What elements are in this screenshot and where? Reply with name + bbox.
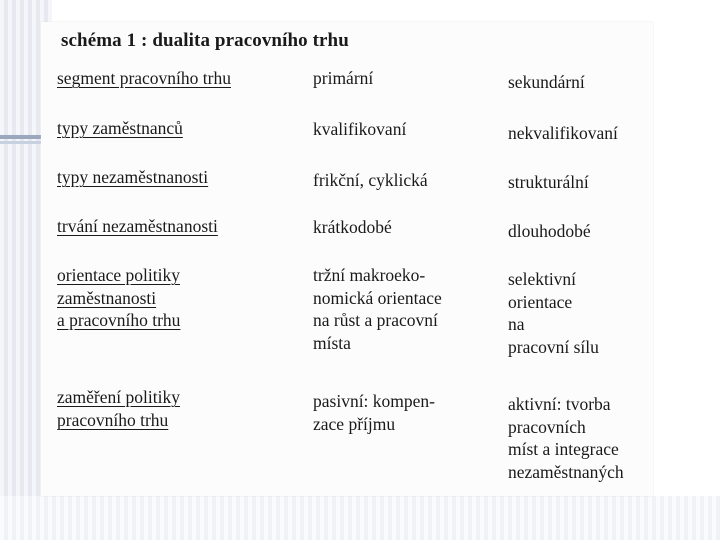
row-label-line: trvání nezaměstnanosti <box>57 216 218 236</box>
cell-line: sekundární <box>508 72 585 92</box>
cell-line: krátkodobé <box>313 217 392 237</box>
cell-line: místa <box>313 332 351 353</box>
cell-line: frikční, cyklická <box>313 170 428 190</box>
row-label-line: zaměstnanosti <box>57 287 157 308</box>
scanned-document <box>41 22 653 496</box>
cell-line: dlouhodobé <box>508 221 591 241</box>
cell-line: nekvalifikovaní <box>508 123 618 143</box>
row-label-policy-orientation <box>57 264 180 332</box>
cell-line: kvalifikovaní <box>313 119 407 139</box>
row-secondary-unemployment-types <box>508 171 589 194</box>
row-label-line: a pracovního trhu <box>57 310 181 330</box>
row-label-unemployment-types <box>57 166 208 189</box>
row-primary-policy-focus <box>313 390 435 435</box>
cell-line: pasivní: kompen- <box>313 391 435 411</box>
row-label-line: zaměření politiky <box>57 387 180 407</box>
row-primary-unemployment-types <box>313 169 428 192</box>
row-label-unemployment-duration <box>57 215 218 238</box>
row-primary-employees <box>313 118 406 141</box>
cell-line: pracovních <box>508 416 586 437</box>
cell-line: primární <box>313 68 374 88</box>
row-secondary-segment <box>508 71 585 94</box>
row-secondary-unemployment-duration <box>508 220 591 243</box>
row-label-line: segment pracovního trhu <box>57 68 231 88</box>
cell-line: nezaměstnaných <box>508 461 624 482</box>
cell-line: pracovní sílu <box>508 336 599 357</box>
row-label-line: orientace politiky <box>57 265 180 285</box>
cell-line: tržní makroeko- <box>313 265 426 285</box>
row-secondary-policy-focus <box>508 393 624 483</box>
document-title: schéma 1 : dualita pracovního trhu <box>61 30 349 51</box>
row-primary-segment <box>313 67 373 90</box>
cell-line: míst a integrace <box>508 439 619 459</box>
cell-line: zace příjmu <box>313 413 396 434</box>
row-secondary-employees <box>508 122 618 145</box>
cell-line: strukturální <box>508 172 589 192</box>
row-label-segment <box>57 67 231 90</box>
cell-line: orientace <box>508 291 573 312</box>
cell-line: na <box>508 314 525 334</box>
row-label-policy-focus <box>57 386 180 431</box>
row-primary-policy-orientation <box>313 264 442 354</box>
row-primary-unemployment-duration <box>313 216 392 239</box>
cell-line: selektivní <box>508 269 577 289</box>
cell-line: na růst a pracovní <box>313 310 438 330</box>
row-label-employees <box>57 117 183 140</box>
row-label-line: typy nezaměstnanosti <box>57 167 209 187</box>
cell-line: nomická orientace <box>313 287 442 308</box>
row-label-line: pracovního trhu <box>57 409 169 430</box>
row-secondary-policy-orientation <box>508 268 599 358</box>
bottom-band <box>0 496 720 540</box>
row-label-line: typy zaměstnanců <box>57 118 183 138</box>
cell-line: aktivní: tvorba <box>508 394 611 414</box>
